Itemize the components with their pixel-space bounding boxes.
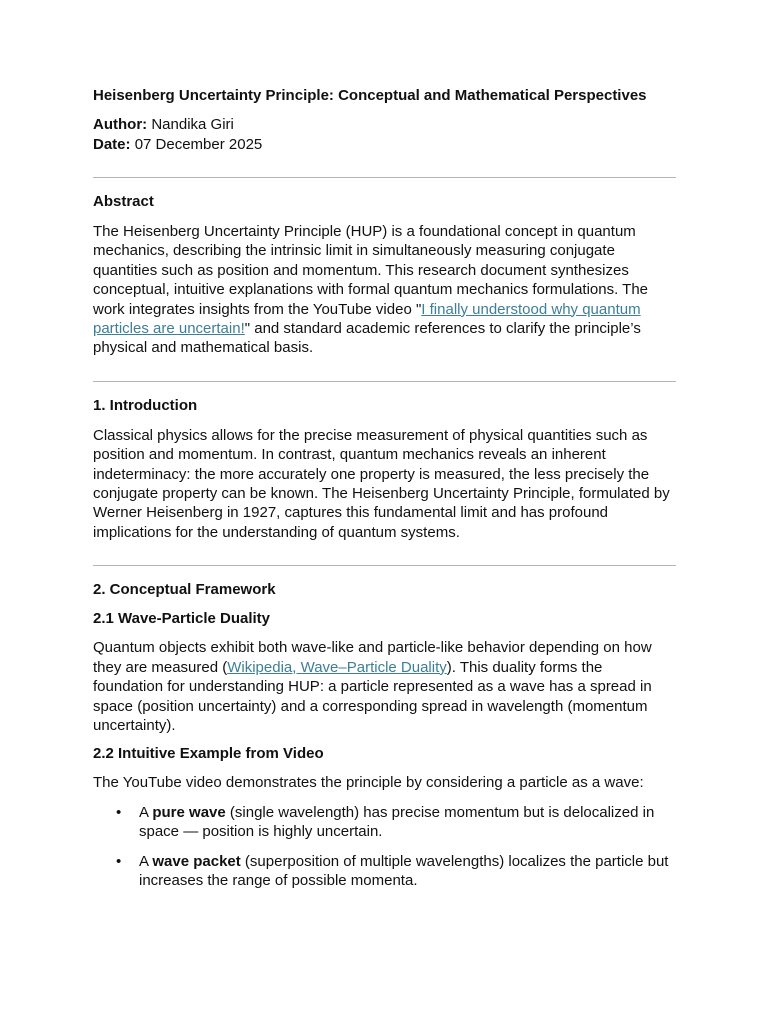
abstract-text-end: " and standard academic references to clarify the principle’s physical and mathematical basis.: [93, 320, 641, 357]
bullet-prefix: A: [139, 803, 153, 821]
date-value: 07 December 2025: [134, 136, 263, 153]
abstract-heading: Abstract: [93, 193, 154, 210]
bullet-marker: •: [116, 852, 122, 870]
duality-heading: 2.1 Wave-Particle Duality: [93, 610, 271, 628]
duality-text-start: Quantum objects exhibit both wave-like and particle-like behavior depending on how they are measured (: [93, 639, 652, 676]
section-divider: [93, 381, 676, 382]
abstract-text-start: The Heisenberg Uncertainty Principle (HUP) is a foundational concept in quantum mechanics, describing the intrinsic limit in simultaneously measuring conjugate quantities such as position and momentum. This research document synthesizes conceptual, intuitive explanations with formal quantum mechanics formulations. The work integrates insights from the YouTube video ": [93, 223, 649, 318]
document-content: [93, 86, 676, 890]
section-divider: [93, 177, 676, 178]
abstract-text: [93, 222, 676, 358]
framework-heading: 2. Conceptual Framework: [93, 581, 276, 599]
bullet-term: wave packet: [152, 852, 241, 870]
author-line: [93, 115, 676, 135]
author-name: Nandika Giri: [151, 116, 234, 133]
bullet-text: (superposition of multiple wavelengths) localizes the particle but increases the range of possible momenta.: [139, 852, 669, 889]
section-divider: [93, 565, 676, 566]
list-item: [93, 803, 676, 842]
list-item: [93, 852, 676, 891]
example-heading: 2.2 Intuitive Example from Video: [93, 745, 324, 763]
video-link[interactable]: I finally understood why quantum particles are uncertain!: [93, 300, 641, 338]
example-bullet-list: [93, 803, 676, 891]
bullet-text: (single wavelength) has precise momentum but is delocalized in space — position is highly uncertain.: [139, 803, 655, 841]
wikipedia-link[interactable]: Wikipedia, Wave–Particle Duality: [227, 658, 447, 676]
introduction-heading: 1. Introduction: [93, 396, 198, 414]
example-intro: The YouTube video demonstrates the principle by considering a particle as a wave:: [93, 774, 644, 792]
duality-text-end: ). This duality forms the foundation for understanding HUP: a particle represented as a wave has a spread in space (position uncertainty) and a corresponding spread in wavelength (momentum uncertainty).: [93, 658, 652, 734]
document-title: Heisenberg Uncertainty Principle: Conceptual and Mathematical Perspectives: [93, 87, 647, 104]
bullet-prefix: A: [139, 852, 153, 870]
author-label: Author:: [93, 116, 148, 133]
date-label: Date:: [93, 136, 131, 153]
introduction-text: Classical physics allows for the precise measurement of physical quantities such as position and momentum. In contrast, quantum mechanics reveals an inherent indeterminacy: the more accurately one property is measured, the less precisely the conjugate property can be known. The Heisenberg Uncertainty Principle, formulated by Werner Heisenberg in 1927, captures this fundamental limit and has profound implications for the understanding of quantum systems.: [93, 426, 670, 541]
bullet-marker: •: [116, 803, 122, 821]
date-line: [93, 135, 676, 155]
duality-text: [93, 638, 676, 735]
bullet-term: pure wave: [152, 803, 226, 821]
